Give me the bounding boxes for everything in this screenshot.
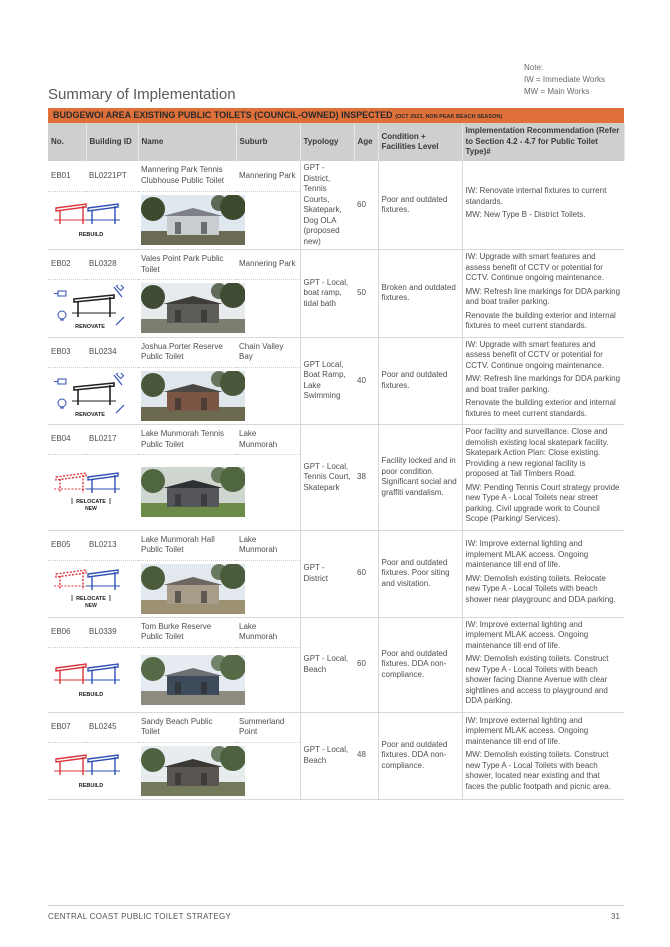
table-row	[48, 425, 624, 455]
cell-suburb: Chain Valley Bay	[236, 337, 300, 367]
recommendation-paragraph: IW: Upgrade with smart features and assess benefit of CCTV or potential for CCTV. Continue ongoing maintenance.	[465, 252, 604, 282]
footer-divider	[48, 905, 624, 906]
cell-age: 48	[354, 712, 378, 799]
cell-no: EB07	[48, 712, 86, 742]
cell-recommendation	[462, 617, 624, 712]
cell-condition: Poor and outdated fixtures.	[378, 161, 462, 250]
joshua-porter-photo	[141, 371, 245, 421]
image-cell	[48, 742, 300, 799]
cell-age: 50	[354, 250, 378, 338]
image-cell	[48, 647, 300, 712]
cell-suburb: Lake Munmorah	[236, 530, 300, 560]
cell-recommendation	[462, 530, 624, 617]
header-recommendation: Implementation Recommendation (Refer to Section 4.2 - 4.7 for Public Toilet Type)#	[462, 123, 624, 161]
diagram-label-new: NEW	[85, 506, 97, 513]
image-cell	[48, 280, 300, 338]
cell-building-id: BL0221PT	[86, 161, 138, 191]
cell-name: Mannering Park Tennis Clubhouse Public Toilet	[138, 161, 236, 191]
tom-burke-photo	[141, 655, 245, 705]
relocate-icon	[51, 564, 131, 614]
table-row	[48, 712, 624, 742]
cell-building-id: BL0245	[86, 712, 138, 742]
diagram-label: REBUILD	[78, 232, 104, 239]
cell-typology: GPT - Local, boat ramp, tidal bath	[300, 250, 354, 338]
cell-age: 60	[354, 617, 378, 712]
cell-no: EB06	[48, 617, 86, 647]
recommendation-paragraph: IW: Renovate internal fixtures to current standards.	[465, 186, 607, 206]
cell-name: Sandy Beach Public Toilet	[138, 712, 236, 742]
image-cell	[48, 367, 300, 425]
table-header-row	[48, 123, 624, 161]
clubhouse-photo	[141, 195, 245, 245]
cell-age: 60	[354, 161, 378, 250]
renovate-icon	[51, 373, 131, 419]
cell-name: Lake Munmorah Hall Public Toilet	[138, 530, 236, 560]
table-row	[48, 617, 624, 647]
cell-age: 38	[354, 425, 378, 531]
recommendation-paragraph: Renovate the building exterior and internal fixtures to meet current standards.	[465, 398, 616, 418]
header-name: Name	[138, 123, 236, 161]
cell-name: Vales Point Park Public Toilet	[138, 250, 236, 280]
diagram-label: RENOVATE	[75, 324, 105, 331]
recommendation-paragraph: IW: Improve external lighting and implement MLAK access. Ongoing maintenance till end of life.	[465, 619, 589, 650]
cell-condition: Poor and outdated fixtures.	[378, 337, 462, 425]
cell-name: Lake Munmorah Tennis Public Toilet	[138, 425, 236, 455]
note-mw: MW = Main Works	[524, 87, 590, 96]
header-age: Age	[354, 123, 378, 161]
diagram-label-new: NEW	[85, 602, 97, 609]
rebuild-icon	[51, 749, 131, 793]
vales-point-photo	[141, 283, 245, 333]
header-no: No.	[48, 123, 86, 161]
table-row	[48, 161, 624, 191]
page-title: Summary of Implementation	[48, 86, 236, 103]
cell-suburb: Mannering Park	[236, 161, 300, 191]
cell-building-id: BL0328	[86, 250, 138, 280]
diagram-label: REBUILD	[78, 691, 104, 698]
cell-building-id: BL0234	[86, 337, 138, 367]
cell-typology: GPT Local, Boat Ramp, Lake Swimming	[300, 337, 354, 425]
cell-name: Tom Burke Reserve Public Toilet	[138, 617, 236, 647]
cell-typology: GPT - Local, Beach	[300, 712, 354, 799]
cell-condition: Facility locked and in poor condition. Significant social and graffiti vandalism.	[378, 425, 462, 531]
footer-title: CENTRAL COAST PUBLIC TOILET STRATEGY	[48, 912, 232, 921]
cell-condition: Poor and outdated fixtures. DDA non-compliance.	[378, 712, 462, 799]
recommendation-paragraph: MW: Refresh line markings for DDA parking and boat trailer parking.	[465, 374, 621, 394]
recommendation-paragraph: Renovate the building exterior and internal fixtures to meet current standards.	[465, 310, 616, 330]
page-number: 31	[611, 912, 620, 921]
rebuild-icon	[51, 198, 131, 242]
cell-condition: Poor and outdated fixtures. Poor siting and visitation.	[378, 530, 462, 617]
sandy-beach-photo	[141, 746, 245, 796]
diagram-label: RELOCATE	[76, 595, 106, 602]
header-typology: Typology	[300, 123, 354, 161]
cell-recommendation	[462, 712, 624, 799]
cell-suburb: Lake Munmorah	[236, 425, 300, 455]
cell-building-id: BL0217	[86, 425, 138, 455]
cell-recommendation	[462, 250, 624, 338]
recommendation-paragraph: MW: Demolish existing toilets. Construct new Type A - Local Toilets with beach shower facing Dianne Avenue with clear sightlines and access to playground and DDA parking.	[465, 654, 609, 705]
cell-recommendation	[462, 337, 624, 425]
banner-title: BUDGEWOI AREA EXISTING PUBLIC TOILETS (COUNCIL-OWNED) INSPECTED	[53, 110, 393, 120]
cell-age: 40	[354, 337, 378, 425]
recommendation-paragraph: MW: Demolish existing toilets. Relocate new Type A - Local Toilets with beach shower near playgrounc and DDA parking.	[465, 573, 616, 604]
diagram-label: RELOCATE	[76, 499, 106, 506]
cell-typology: GPT - District	[300, 530, 354, 617]
cell-condition: Poor and outdated fixtures. DDA non-compliance.	[378, 617, 462, 712]
cell-no: EB03	[48, 337, 86, 367]
diagram-label: REBUILD	[78, 782, 104, 789]
renovate-icon	[51, 285, 131, 331]
recommendation-paragraph: MW: Demolish existing toilets. Construct new Type A - Local Toilets with beach shower, located near existing and that faces the public footpath and picnic area.	[465, 750, 611, 791]
header-suburb: Suburb	[236, 123, 300, 161]
cell-recommendation	[462, 161, 624, 250]
recommendation-paragraph: MW: New Type B - District Toilets.	[465, 210, 586, 220]
cell-recommendation	[462, 425, 624, 531]
implementation-table	[48, 123, 625, 800]
cell-suburb: Lake Munmorah	[236, 617, 300, 647]
header-building-id: Building ID	[86, 123, 138, 161]
note-iw: IW = Immediate Works	[524, 75, 605, 84]
image-cell	[48, 560, 300, 617]
cell-age: 60	[354, 530, 378, 617]
table-row	[48, 530, 624, 560]
image-cell	[48, 191, 300, 250]
cell-name: Joshua Porter Reserve Public Toilet	[138, 337, 236, 367]
rebuild-icon	[51, 658, 131, 702]
recommendation-paragraph: MW: Pending Tennis Court strategy provide new Type A - Local Toilets near street parking. Civil upgrade work to Council Scope (Parking/ Services).	[465, 482, 620, 523]
banner-subtitle: (OCT 2023, NON PEAK BEACH SEASON)	[395, 114, 503, 120]
cell-no: EB05	[48, 530, 86, 560]
table-row	[48, 250, 624, 280]
cell-suburb: Mannering Park	[236, 250, 300, 280]
cell-no: EB01	[48, 161, 86, 191]
cell-typology: GPT - District, Tennis Courts, Skatepark, Dog OLA (proposed new)	[300, 161, 354, 250]
recommendation-paragraph: Poor facility and surveillance. Close and demolish existing local skatepark facility. Skatepark Action Plan: Close existing. Providing a new regional facility is proposed at Tall Timbers Road.	[465, 427, 609, 478]
image-cell	[48, 455, 300, 531]
section-banner	[48, 108, 624, 123]
recommendation-paragraph: IW: Improve external lighting and implement MLAK access. Ongoing maintenance till end of life.	[465, 539, 589, 569]
note-heading: Note:	[524, 63, 544, 72]
tennis-photo	[141, 467, 245, 517]
diagram-label: RENOVATE	[75, 411, 105, 418]
cell-typology: GPT - Local, Beach	[300, 617, 354, 712]
header-condition: Condition + Facilities Level	[378, 123, 462, 161]
table-row	[48, 337, 624, 367]
cell-no: EB02	[48, 250, 86, 280]
cell-building-id: BL0213	[86, 530, 138, 560]
note-block	[524, 62, 605, 98]
cell-condition: Broken and outdated fixtures.	[378, 250, 462, 338]
relocate-icon	[51, 467, 131, 517]
hall-photo	[141, 564, 245, 614]
recommendation-paragraph: IW: Improve external lighting and implement MLAK access. Ongoing maintenance till end of life.	[465, 715, 589, 746]
cell-typology: GPT - Local, Tennis Court, Skatepark	[300, 425, 354, 531]
recommendation-paragraph: IW: Upgrade with smart features and assess benefit of CCTV or potential for CCTV. Continue ongoing maintenance.	[465, 339, 604, 370]
cell-suburb: Summerland Point	[236, 712, 300, 742]
cell-no: EB04	[48, 425, 86, 455]
recommendation-paragraph: MW: Refresh line markings for DDA parking and boat trailer parking.	[465, 286, 621, 306]
cell-building-id: BL0339	[86, 617, 138, 647]
